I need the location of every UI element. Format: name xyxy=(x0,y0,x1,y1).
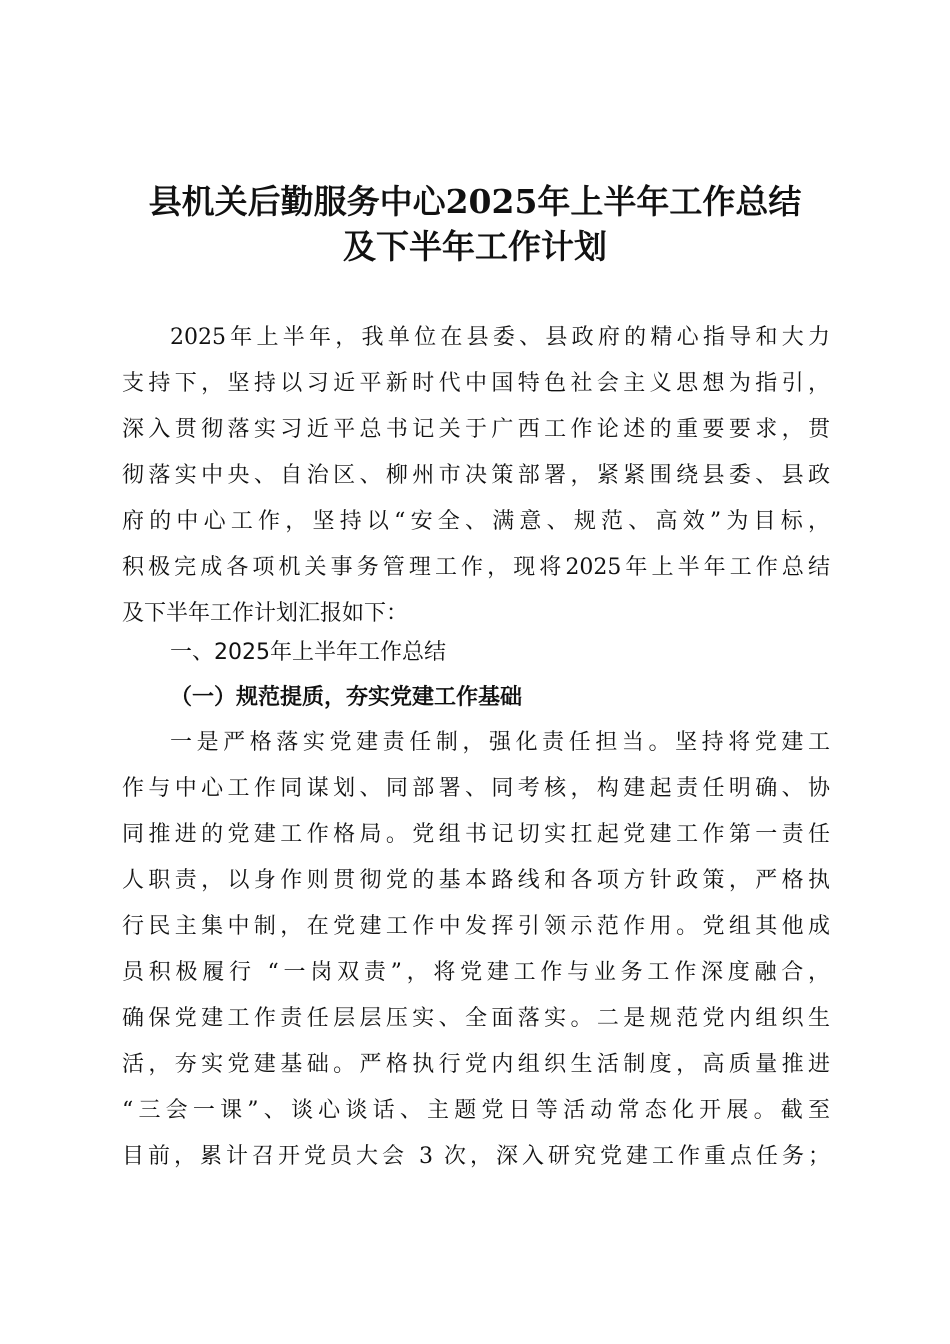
body-line-4: 人职责，以身作则贯彻党的基本路线和各项方针政策，严格执 xyxy=(122,868,830,893)
intro-line-6: 积极完成各项机关事务管理工作，现将2025年上半年工作总结 xyxy=(122,555,830,580)
body-line-9: “三会一课”、谈心谈话、主题党日等活动常态化开展。截至 xyxy=(122,1098,830,1123)
document-title-line-2: 及下半年工作计划 xyxy=(343,227,607,266)
document-title-line-1: 县机关后勤服务中心2025年上半年工作总结 xyxy=(148,182,802,221)
intro-line-5: 府的中心工作，坚持以“安全、满意、规范、高效”为目标， xyxy=(122,509,830,534)
subsection-heading: （一）规范提质，夯实党建工作基础 xyxy=(170,684,523,710)
intro-line-7: 及下半年工作计划汇报如下： xyxy=(122,601,409,626)
body-line-3: 同推进的党建工作格局。党组书记切实扛起党建工作第一责任 xyxy=(122,822,830,847)
body-line-7: 确保党建工作责任层层压实、全面落实。二是规范党内组织生 xyxy=(122,1006,830,1031)
body-line-6: 员积极履行 “一岗双责”，将党建工作与业务工作深度融合， xyxy=(122,960,830,985)
body-line-10: 目前，累计召开党员大会 3 次，深入研究党建工作重点任务； xyxy=(122,1144,830,1169)
body-line-8: 活，夯实党建基础。严格执行党内组织生活制度，高质量推进 xyxy=(122,1052,830,1077)
intro-line-3: 深入贯彻落实习近平总书记关于广西工作论述的重要要求，贯 xyxy=(122,417,830,442)
body-line-1: 一是严格落实党建责任制，强化责任担当。坚持将党建工 xyxy=(170,730,830,755)
section-heading: 一、2025年上半年工作总结 xyxy=(170,640,446,665)
body-line-2: 作与中心工作同谋划、同部署、同考核，构建起责任明确、协 xyxy=(122,776,830,801)
body-line-5: 行民主集中制，在党建工作中发挥引领示范作用。党组其他成 xyxy=(122,914,830,939)
intro-line-4: 彻落实中央、自治区、柳州市决策部署，紧紧围绕县委、县政 xyxy=(122,463,830,488)
intro-line-1: 2025年上半年，我单位在县委、县政府的精心指导和大力 xyxy=(170,325,830,350)
intro-line-2: 支持下，坚持以习近平新时代中国特色社会主义思想为指引， xyxy=(122,371,830,396)
